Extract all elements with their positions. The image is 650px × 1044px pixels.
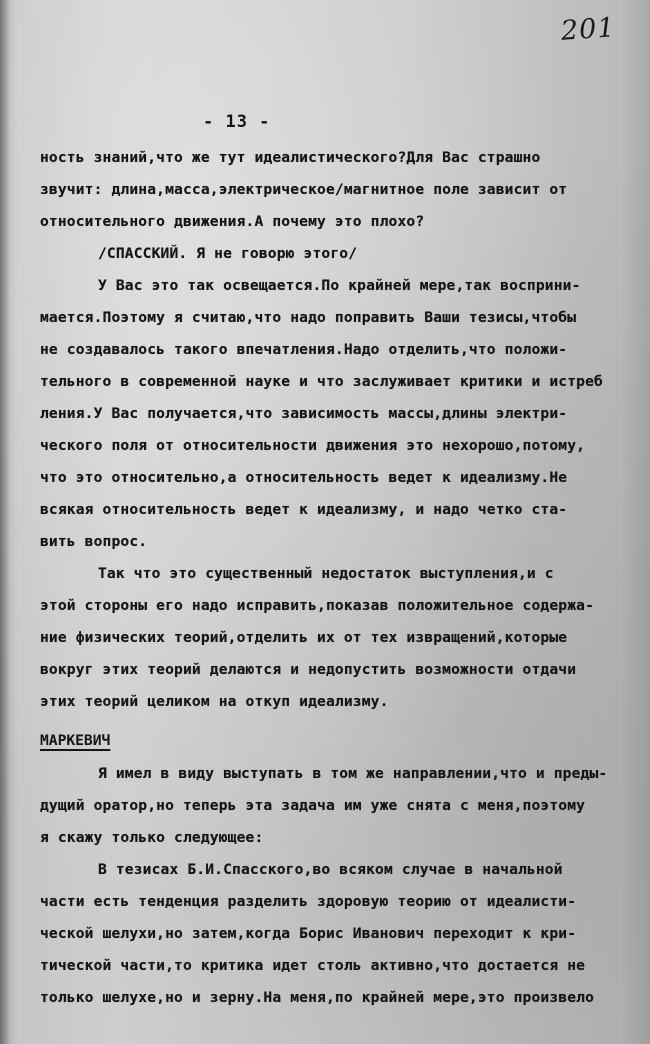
- text-line-2: звучит: длина,масса,электрическое/магнитное поле зависит от: [40, 181, 568, 198]
- text-line-13: вить вопрос.: [40, 533, 148, 550]
- text-line-11: что это относительно,а относительность ведет к идеализму.Не: [40, 469, 568, 486]
- text-line-6: мается.Поэтому я считаю,что надо поправить Ваши тезисы,чтобы: [40, 309, 577, 326]
- folio-number: 201: [560, 12, 618, 47]
- text-line-15: этой стороны его надо исправить,показав положительное содержа-: [40, 597, 595, 614]
- text-line-1: ность знаний,что же тут идеалистического?Для Вас страшно: [40, 149, 541, 166]
- text-line-9: ления.У Вас получается,что зависимость массы,длины электри-: [40, 405, 568, 422]
- text-line-16: ние физических теорий,отделить их от тех извращений,которые: [40, 629, 568, 646]
- text-line-18: этих теорий целиком на откуп идеализму.: [40, 693, 389, 710]
- text-line-8: тельного в современной науке и что заслуживает критики и истреб: [40, 373, 603, 390]
- text-line-5: У Вас это так освещается.По крайней мере,так восприни-: [98, 277, 581, 294]
- page-edge-shadow: [0, 0, 10, 1044]
- interjection-line: /СПАССКИЙ. Я не говорю этого/: [98, 245, 358, 262]
- text-line-20: дущий оратор,но теперь эта задача им уже снята с меня,поэтому: [40, 797, 586, 814]
- text-line-24: ческой шелухи,но затем,когда Борис Иванович переходит к кри-: [40, 925, 577, 942]
- text-line-23: части есть тенденция разделить здоровую теорию от идеалисти-: [40, 893, 577, 910]
- text-line-3: относительного движения.А почему это плохо?: [40, 213, 425, 230]
- speaker-name: МАРКЕВИЧ: [40, 732, 111, 749]
- text-line-19: Я имел в виду выступать в том же направлении,что и преды-: [98, 765, 608, 782]
- text-line-10: ческого поля от относительности движения это нехорошо,потому,: [40, 437, 586, 454]
- text-line-7: не создавалось такого впечатления.Надо отделить,что положи-: [40, 341, 568, 358]
- text-line-21: я скажу только следующее:: [40, 829, 264, 846]
- text-line-17: вокруг этих теорий делаются и недопустить возможности отдачи: [40, 661, 577, 678]
- text-line-12: всякая относительность ведет к идеализму, и надо четко ста-: [40, 501, 568, 518]
- text-line-26: только шелухе,но и зерну.На меня,по крайней мере,это произвело: [40, 989, 595, 1006]
- text-line-22: В тезисах Б.И.Спасского,во всяком случае в начальной: [98, 861, 563, 878]
- page-number: - 13 -: [203, 112, 271, 132]
- text-line-14: Так что это существенный недостаток выступления,и с: [98, 565, 554, 582]
- text-line-25: тической части,то критика идет столь активно,что достается не: [40, 957, 586, 974]
